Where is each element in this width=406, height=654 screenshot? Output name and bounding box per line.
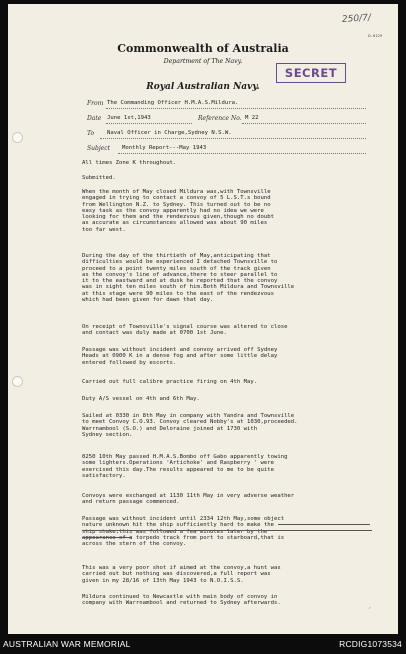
- document-title: Commonwealth of Australia: [117, 42, 289, 55]
- field-rule: [100, 138, 366, 139]
- reference-label: Reference No.: [198, 115, 242, 122]
- paragraph: On receipt of Townsville's signal course was altered to close and contact was duly made at 0700 1st June.: [82, 324, 288, 337]
- paragraph: During the day of the thirtieth of May,anticipating that difficulties would be experienced I detached Townsville to proceed to a point twenty miles south of the track given as the convoy's line of advance,there to steer parallel to it to the eastward and at dusk he reported that the convoy was in sight ten miles south of him.Both Mildura and Townsville at this stage were 90 miles to the east of the rendezvous which had been given for dawn that day.: [82, 253, 295, 303]
- paragraph: Sailed at 0330 in 8th May in company with Yandra and Townsville to meet Convoy C.O.93. Convoy cleared Nobby's at 1030,proceeded. Warrnambool (S.O.) and Deloraine joined at 1730 with Sydney section.: [82, 413, 298, 438]
- field-rule: [106, 108, 366, 109]
- to-value: Naval Officer in Charge,Sydney N.S.W.: [107, 130, 232, 136]
- field-rule: [118, 153, 366, 154]
- pencil-underline: [82, 537, 132, 538]
- handwritten-mark: ᐟ: [367, 605, 372, 614]
- archive-footer-left: AUSTRALIAN WAR MEMORIAL: [3, 639, 131, 649]
- date-label: Date: [87, 115, 102, 122]
- field-rule: [106, 123, 192, 124]
- reference-value: M 22: [245, 115, 259, 121]
- punch-hole: [12, 376, 23, 387]
- to-label: To: [87, 130, 95, 137]
- pencil-underline: [278, 524, 370, 525]
- document-page: [8, 4, 398, 634]
- paragraph: Carried out full calibre practice firing on 4th May.: [82, 379, 258, 385]
- paragraph: Passage was without incident until 2334 12th May,some object nature unknown hit the ship sufficiently hard to make the ship shake,this was followed a few minutes later by the appearance of a torpedo track from port to starboard,that is across the stern of the convoy.: [82, 516, 285, 547]
- paragraph: This was a very poor shot if aimed at the convoy,a hunt was carried out but nothing was discovered,a full report was given in my 28/16 of 13th May 1943 to N.O.I.S.S.: [82, 565, 281, 584]
- service-name: Royal Australian Navy.: [146, 82, 260, 92]
- field-rule: [242, 123, 366, 124]
- from-label: From: [87, 100, 104, 107]
- department-name: Department of The Navy.: [163, 58, 243, 65]
- punch-hole: [12, 132, 23, 143]
- form-number: D. 6129: [368, 34, 383, 38]
- paragraph: Mildura continued to Newcastle with main body of convoy in company with Warrnambool and returned to Sydney afterwards.: [82, 594, 281, 607]
- from-value: The Commanding Officer H.M.A.S.Mildura.: [107, 100, 239, 106]
- paragraph: Passage was without incident and convoy arrived off Sydney Heads at 0900 K in a dense fog and after some little delay entered followed by escorts.: [82, 347, 278, 366]
- paragraph: Convoys were exchanged at 1130 11th May in very adverse weather and return passage commenced.: [82, 493, 295, 506]
- pencil-underline: [82, 530, 372, 531]
- paragraph: Submitted.: [82, 175, 116, 181]
- secret-stamp: SECRET: [276, 63, 346, 83]
- subject-label: Subject: [87, 145, 110, 152]
- paragraph: All times Zone K throughout.: [82, 160, 177, 166]
- archive-footer-right: RCDIG1073534: [339, 639, 402, 649]
- corner-reference: 250/7/: [341, 13, 372, 25]
- paragraph: When the month of May closed Mildura was,with Townsville engaged in trying to contact a convoy of 5 L.S.T.s bound from Wellington N.Z. to Sydney. This turned out to be no easy task as the convoy apparently had no idea we were looking for them and the rendezvous given,though no doubt as accurate as circumstances allowed was about 90 miles too far west.: [82, 189, 274, 233]
- date-value: June 1st,1943: [107, 115, 151, 121]
- paragraph: Duty A/S vessel on 4th and 6th May.: [82, 396, 200, 402]
- paragraph: 0250 10th May passed H.M.A.S.Bombo off Gabo apparently towing some lighters.Operations 'Artichoke' and Raspberry ' were exercised this day.The results appeared to me to be quite satisfactory.: [82, 454, 288, 479]
- subject-value: Monthly Report---May 1943: [122, 145, 207, 151]
